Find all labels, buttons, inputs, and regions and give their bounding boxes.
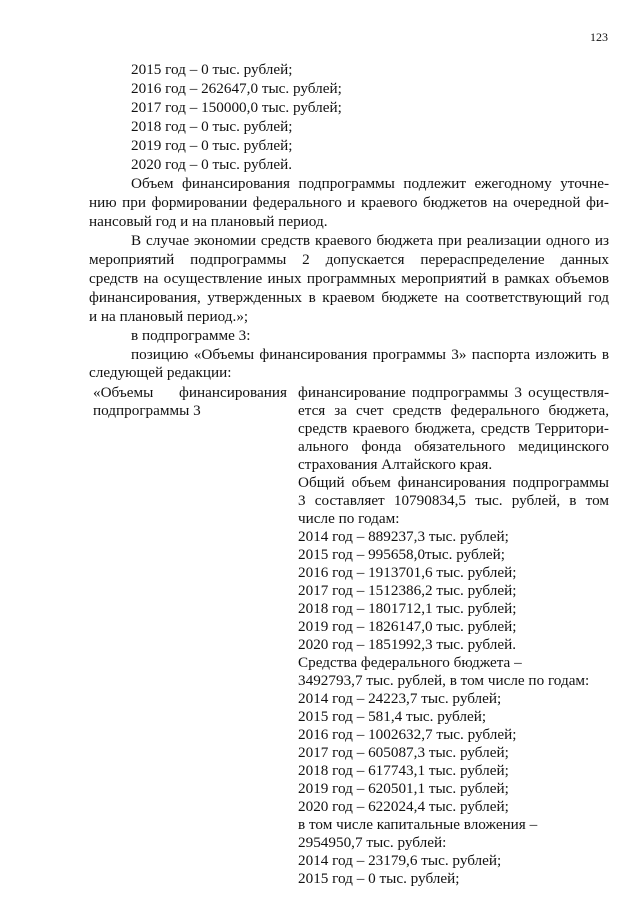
- table-label: подпрограммы 3: [93, 402, 201, 419]
- table-text-line: 2019 год – 620501,1 тыс. рублей;: [298, 780, 509, 797]
- table-text-line: ется за счет средств федерального бюджета,: [298, 402, 609, 419]
- table-text-line: 3 составляет 10790834,5 тыс. рублей, в том: [298, 492, 609, 509]
- table-label: «Объемы: [93, 384, 154, 401]
- paragraph-line: и на плановый период.»;: [89, 308, 249, 325]
- year-line: 2016 год – 262647,0 тыс. рублей;: [131, 80, 342, 97]
- year-line: 2017 год – 150000,0 тыс. рублей;: [131, 99, 342, 116]
- table-text-line: средств краевого бюджета, средств Территори-: [298, 420, 609, 437]
- table-text-line: 2016 год – 1002632,7 тыс. рублей;: [298, 726, 517, 743]
- year-line: 2015 год – 0 тыс. рублей;: [131, 61, 293, 78]
- paragraph-line: нию при формировании федерального и краевого бюджетов на очередной фи-: [89, 194, 609, 211]
- paragraph-line: Объем финансирования подпрограммы подлежит ежегодному уточне-: [131, 175, 609, 192]
- paragraph-line: позицию «Объемы финансирования программы 3» паспорта изложить в: [131, 346, 609, 363]
- table-text-line: 2015 год – 0 тыс. рублей;: [298, 870, 460, 887]
- table-text-line: 2017 год – 1512386,2 тыс. рублей;: [298, 582, 517, 599]
- table-text-line: ального фонда обязательного медицинского: [298, 438, 609, 455]
- page-number: 123: [590, 30, 608, 44]
- year-line: 2019 год – 0 тыс. рублей;: [131, 137, 293, 154]
- paragraph-line: следующей редакции:: [89, 364, 232, 381]
- paragraph-line: В случае экономии средств краевого бюджета при реализации одного из: [131, 232, 609, 249]
- table-text-line: числе по годам:: [298, 510, 400, 527]
- table-text-line: 2018 год – 1801712,1 тыс. рублей;: [298, 600, 517, 617]
- year-line: 2018 год – 0 тыс. рублей;: [131, 118, 293, 135]
- subprogram-heading: в подпрограмме 3:: [131, 327, 251, 344]
- paragraph-line: нансовый год и на плановый период.: [89, 213, 328, 230]
- year-line: 2020 год – 0 тыс. рублей.: [131, 156, 293, 173]
- table-text-line: 2016 год – 1913701,6 тыс. рублей;: [298, 564, 517, 581]
- table-text-line: 2015 год – 581,4 тыс. рублей;: [298, 708, 487, 725]
- table-text-line: Общий объем финансирования подпрограммы: [298, 474, 609, 491]
- table-text-line: 2018 год – 617743,1 тыс. рублей;: [298, 762, 509, 779]
- table-text-line: в том числе капитальные вложения –: [298, 816, 538, 833]
- table-text-line: страхования Алтайского края.: [298, 456, 493, 473]
- table-text-line: финансирование подпрограммы 3 осуществля-: [298, 384, 609, 401]
- table-text-line: 2017 год – 605087,3 тыс. рублей;: [298, 744, 509, 761]
- table-text-line: 2015 год – 995658,0тыс. рублей;: [298, 546, 506, 563]
- table-text-line: 2014 год – 23179,6 тыс. рублей;: [298, 852, 502, 869]
- table-text-line: 2020 год – 622024,4 тыс. рублей;: [298, 798, 509, 815]
- table-text-line: 3492793,7 тыс. рублей, в том числе по годам:: [298, 672, 590, 689]
- table-text-line: 2014 год – 24223,7 тыс. рублей;: [298, 690, 502, 707]
- table-text-line: 2014 год – 889237,3 тыс. рублей;: [298, 528, 509, 545]
- table-text-line: 2020 год – 1851992,3 тыс. рублей.: [298, 636, 516, 653]
- paragraph-line: мероприятий подпрограммы 2 допускается перераспределение данных: [89, 251, 609, 268]
- table-text-line: Средства федерального бюджета –: [298, 654, 522, 671]
- paragraph-line: средств на осуществление иных программных мероприятий в рамках объемов: [89, 270, 609, 287]
- table-label: финансирования: [179, 384, 287, 401]
- paragraph-line: финансирования, утвержденных в краевом бюджете на соответствующий год: [89, 289, 609, 306]
- table-text-line: 2019 год – 1826147,0 тыс. рублей;: [298, 618, 517, 635]
- table-text-line: 2954950,7 тыс. рублей:: [298, 834, 447, 851]
